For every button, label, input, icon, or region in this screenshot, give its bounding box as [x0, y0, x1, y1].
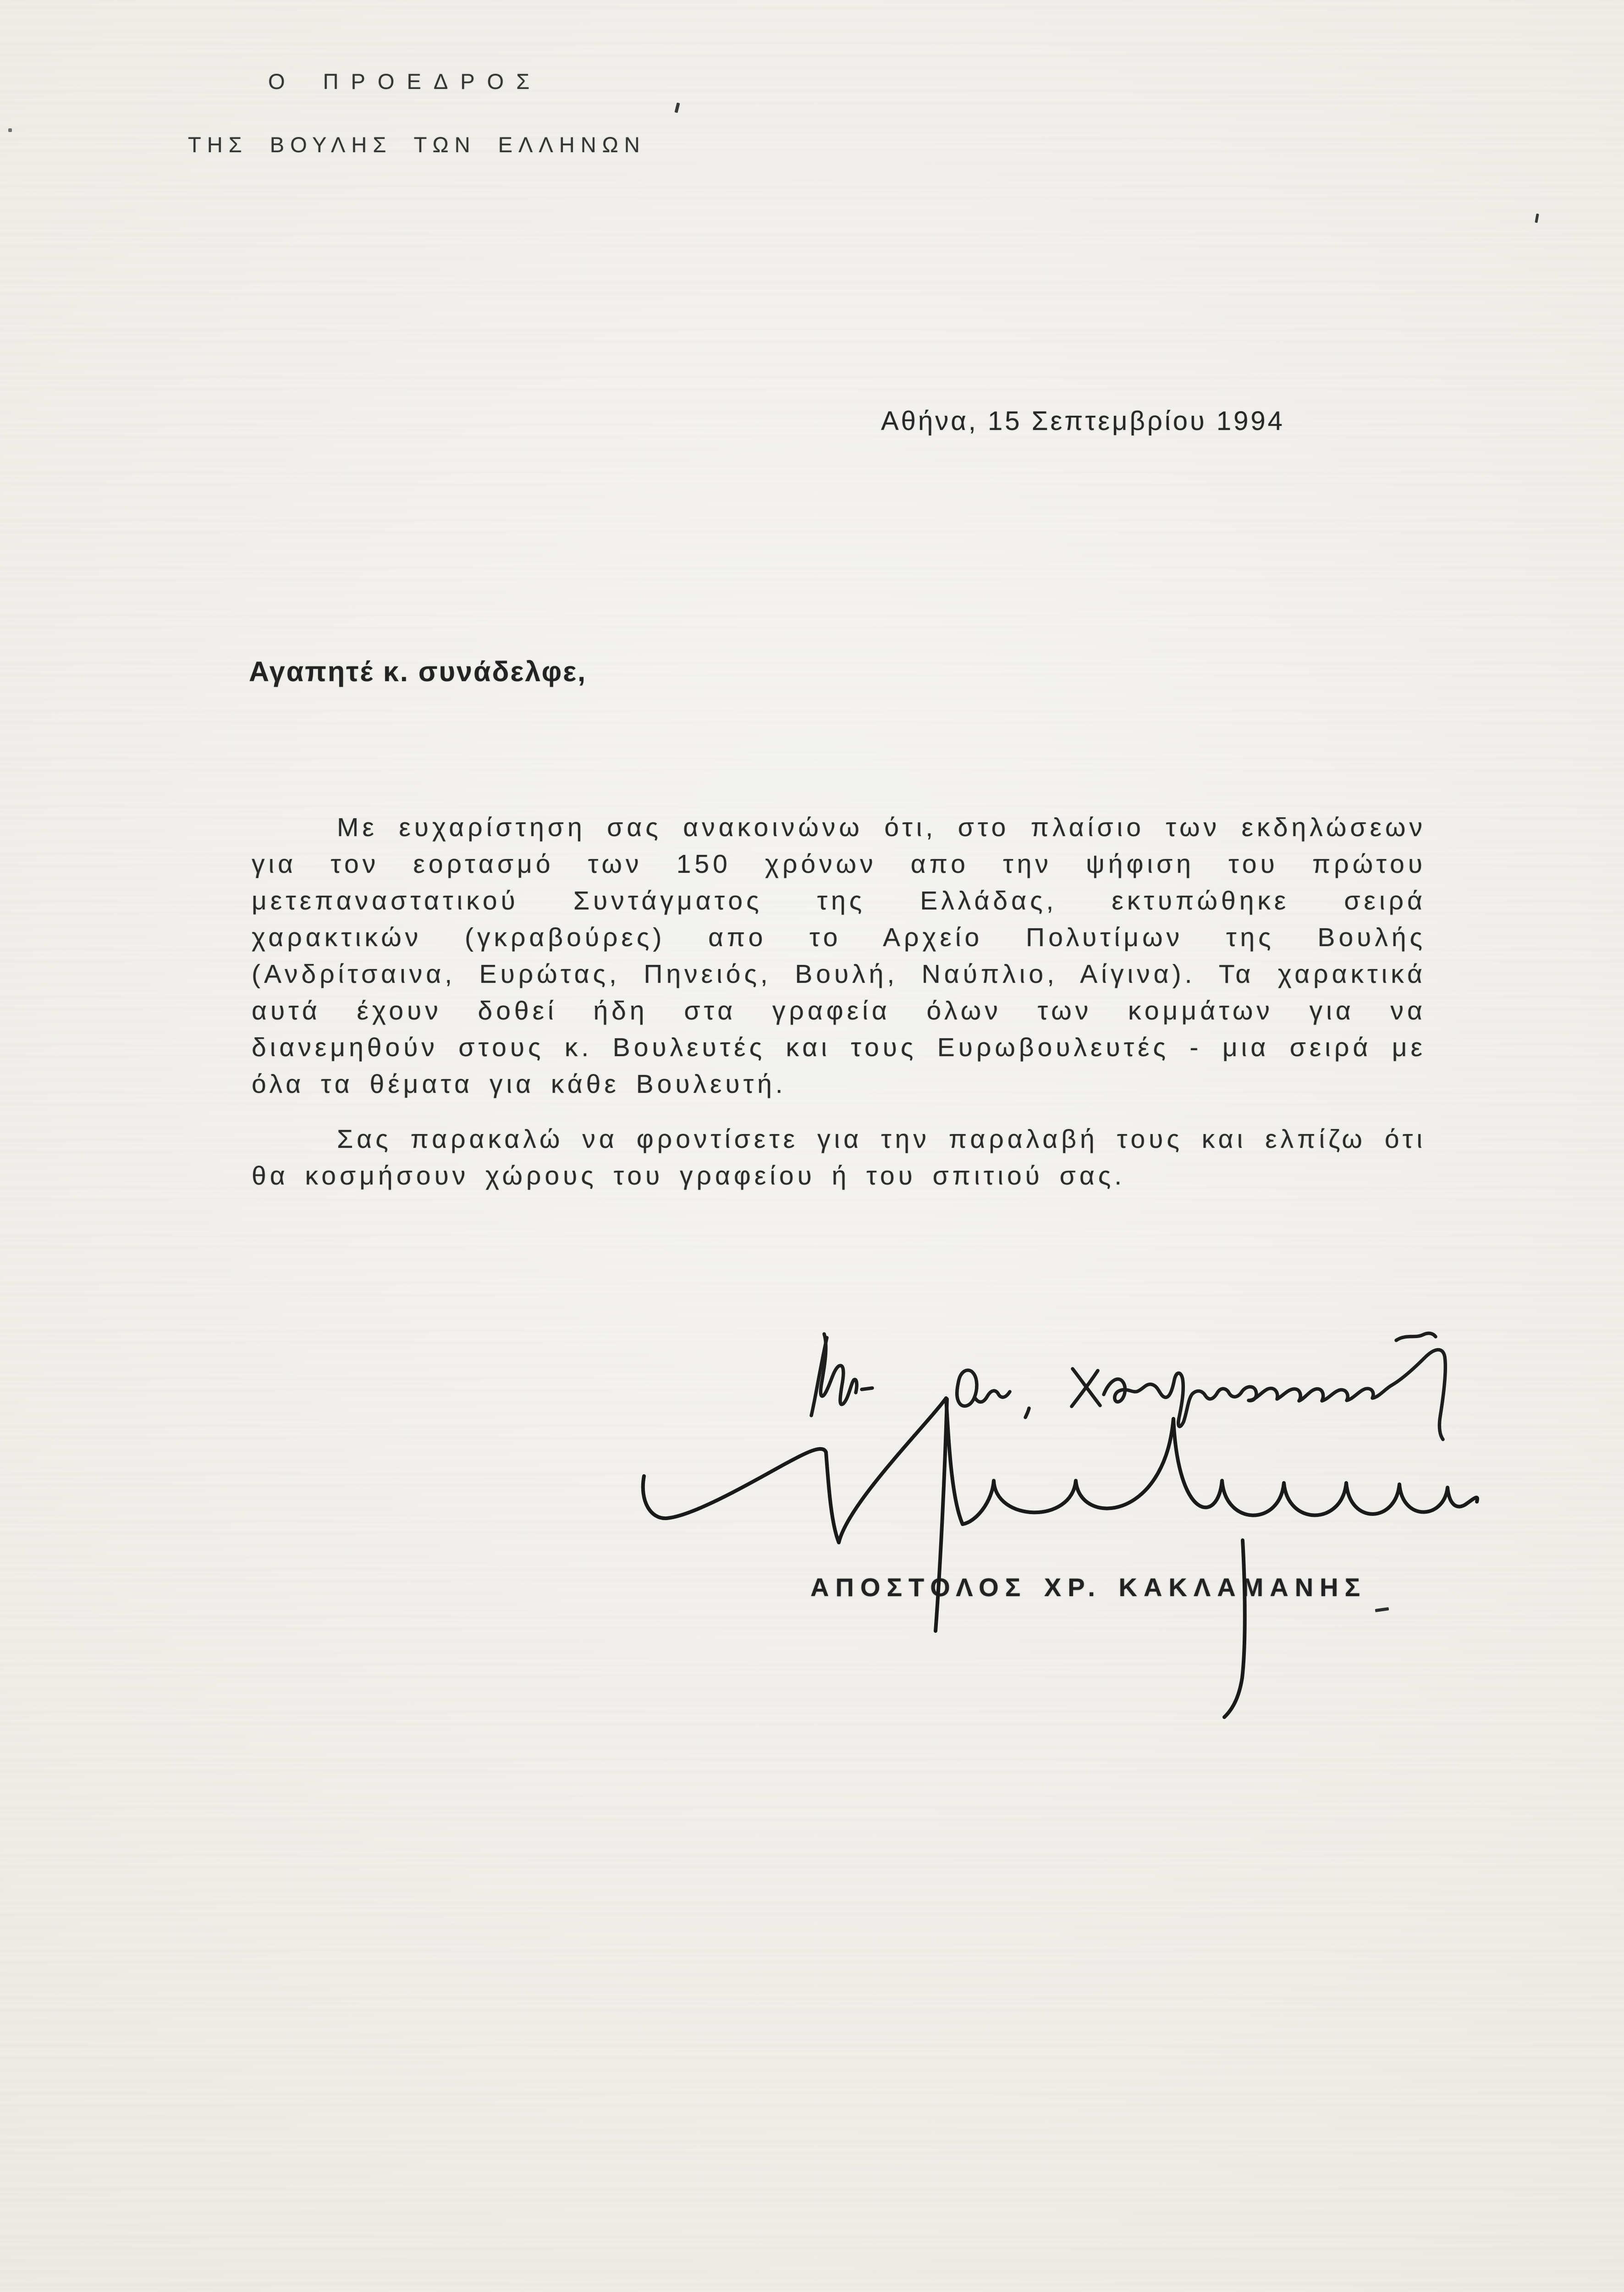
note-stroke — [1025, 1408, 1029, 1417]
body-line: Σας παρακαλώ να φροντίσετε για την παραλαβή τους και ελπίζω ότι — [337, 1124, 1426, 1154]
body-line: (Ανδρίτσαινα, Ευρώτας, Πηνειός, Βουλή, Ναύπλιο, Αίγινα). Τα χαρακτικά — [252, 959, 1426, 989]
signature-stroke — [643, 1398, 1477, 1543]
body-line: διανεμηθούν στους κ. Βουλευτές και τους Ευρωβουλευτές - μια σειρά με — [252, 1033, 1426, 1062]
note-stroke — [1073, 1369, 1100, 1405]
scan-artifact-speck — [674, 102, 680, 113]
note-stroke — [820, 1334, 857, 1405]
letterhead-title-line1: Ο ΠΡΟΕΔΡΟΣ — [268, 69, 542, 94]
scan-artifact-dash — [1375, 1607, 1389, 1612]
body-paragraph-1 — [252, 809, 1426, 1102]
note-stroke — [811, 1338, 827, 1416]
note-stroke — [1104, 1350, 1445, 1439]
body-line: μετεπαναστατικού Συντάγματος της Ελλάδας, εκτυπώθηκε σειρά — [252, 886, 1426, 915]
note-stroke — [1396, 1333, 1436, 1340]
letterhead-title-line2: ΤΗΣ ΒΟΥΛΗΣ ΤΩΝ ΕΛΛΗΝΩΝ — [188, 132, 646, 157]
body-paragraph-2 — [252, 1121, 1426, 1194]
note-stroke — [957, 1370, 977, 1406]
body-line: Με ευχαρίστηση σας ανακοινώνω ότι, στο πλαίσιο των εκδηλώσεων — [337, 813, 1426, 842]
body-line: θα κοσμήσουν χώρους του γραφείου ή του σπιτιού σας. — [252, 1161, 1126, 1190]
body-line: αυτά έχουν δοθεί ήδη στα γραφεία όλων των κομμάτων για να — [252, 996, 1426, 1025]
salutation: Αγαπητέ κ. συνάδελφε, — [249, 656, 587, 687]
note-stroke — [974, 1391, 1010, 1402]
dateline: Αθήνα, 15 Σεπτεμβρίου 1994 — [881, 406, 1285, 436]
scan-artifact-speck — [8, 128, 12, 132]
body-line: για τον εορτασμό των 150 χρόνων απο την ψήφιση του πρώτου — [252, 849, 1426, 879]
note-stroke — [862, 1388, 872, 1389]
signature-name: ΑΠΟΣΤΟΛΟΣ ΧΡ. ΚΑΚΛΑΜΑΝΗΣ — [810, 1573, 1367, 1602]
handwritten-closing-note — [798, 1320, 1494, 1458]
scan-artifact-speck — [1535, 214, 1539, 223]
signature-stroke — [1224, 1540, 1245, 1717]
body-line: όλα τα θέματα για κάθε Βουλευτή. — [252, 1069, 787, 1099]
body-line: χαρακτικών (γκραβούρες) απο το Αρχείο Πολυτίμων της Βουλής — [252, 923, 1426, 952]
note-stroke — [1072, 1371, 1098, 1406]
